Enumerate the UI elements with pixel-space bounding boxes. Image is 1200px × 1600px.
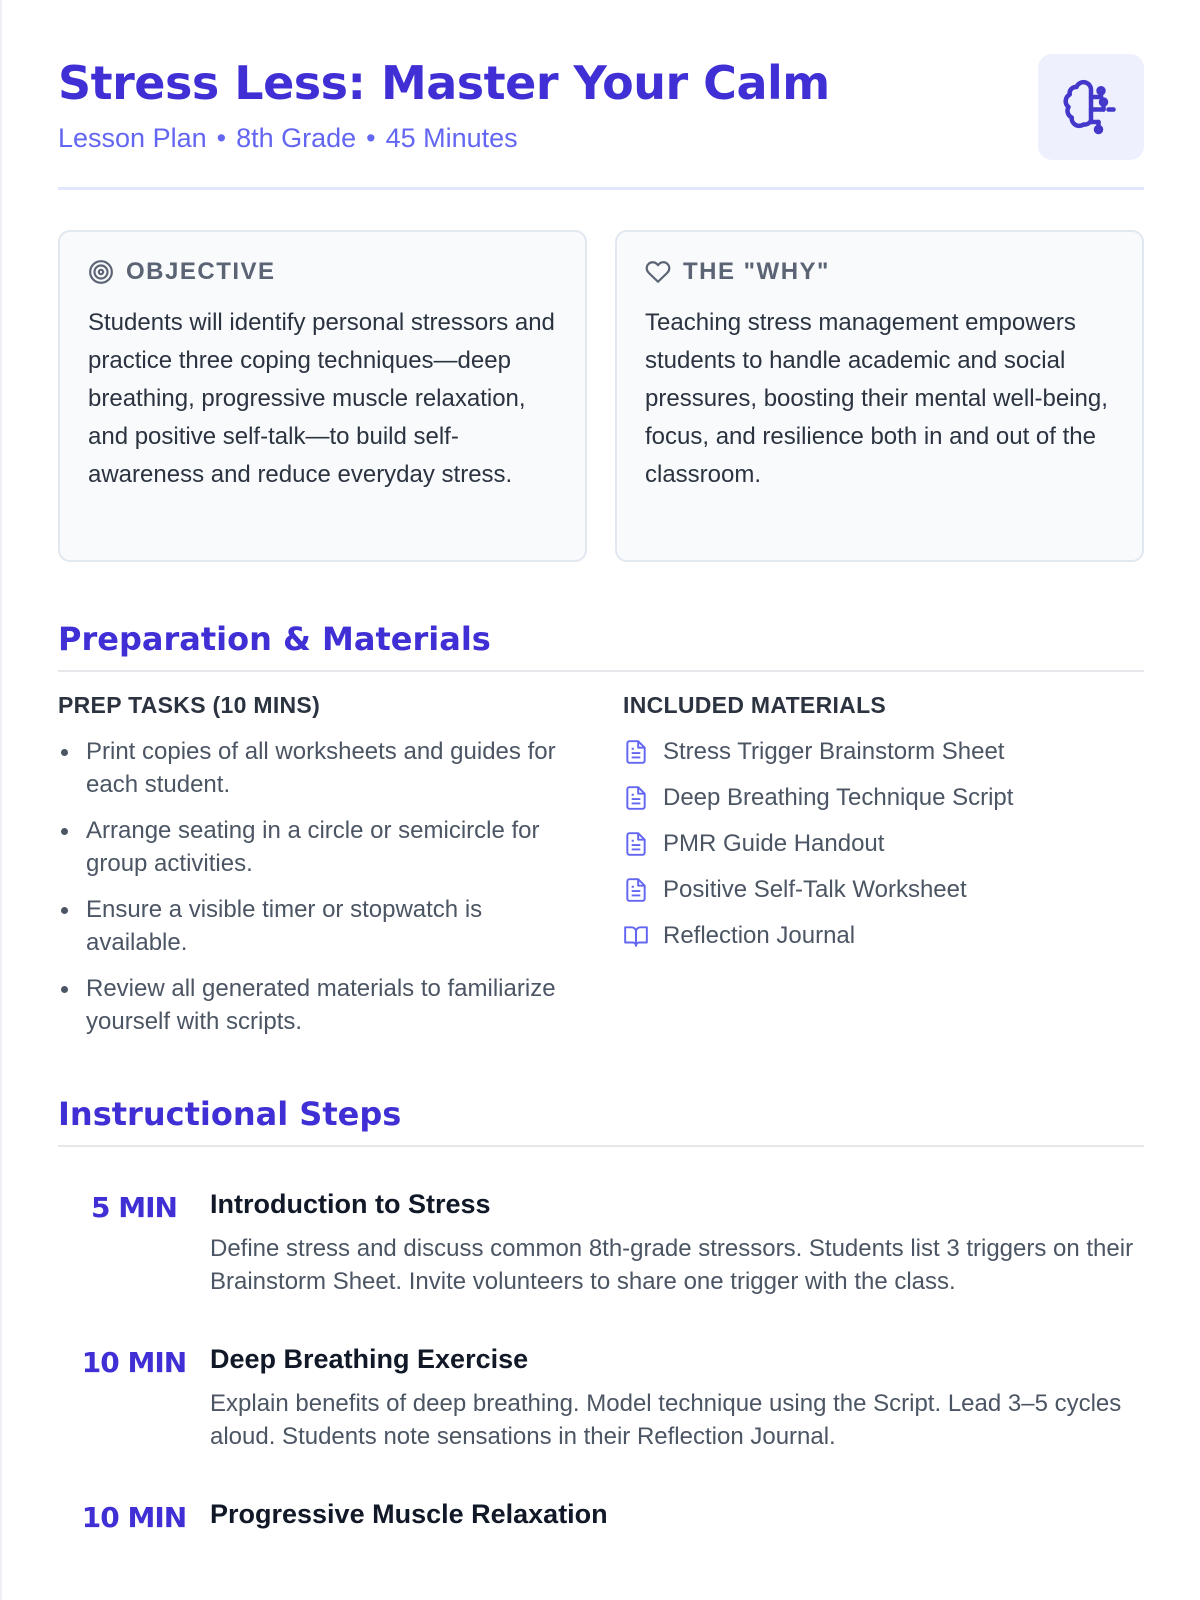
step-duration: 5 MIN	[91, 1191, 177, 1224]
preparation-columns	[58, 692, 1144, 1051]
logo-badge	[1038, 54, 1144, 160]
material-label: Reflection Journal	[663, 921, 856, 949]
header	[58, 0, 1144, 190]
why-text: Teaching stress management empowers students to handle academic and social pressures, boosting their mental well-being, focus, and resilience both in and out of the classroom.	[645, 309, 1108, 488]
step-title: Progressive Muscle Relaxation	[210, 1499, 608, 1529]
document-icon	[623, 739, 649, 765]
material-label: PMR Guide Handout	[663, 829, 885, 857]
material-item[interactable]	[623, 827, 1144, 860]
step-title: Introduction to Stress	[210, 1189, 491, 1219]
page-subtitle	[58, 123, 1144, 154]
material-item[interactable]	[623, 919, 1144, 952]
prep-task-item: Arrange seating in a circle or semicircle for group activities.	[58, 814, 579, 880]
step-content	[210, 1344, 1144, 1453]
heart-icon	[645, 259, 671, 285]
objective-heading-label: OBJECTIVE	[126, 258, 276, 285]
subtitle-duration: 45 Minutes	[385, 122, 518, 153]
prep-task-item: Ensure a visible timer or stopwatch is available.	[58, 893, 579, 959]
step-item	[58, 1499, 1144, 1534]
prep-task-item: Print copies of all worksheets and guides for each student.	[58, 735, 579, 801]
brain-icon	[1061, 77, 1121, 137]
subtitle-grade: 8th Grade	[236, 122, 357, 153]
why-card	[615, 230, 1144, 562]
step-item	[58, 1344, 1144, 1453]
material-item[interactable]	[623, 735, 1144, 768]
overview-cards	[58, 230, 1144, 562]
why-heading-label: THE "WHY"	[683, 258, 830, 285]
material-item[interactable]	[623, 781, 1144, 814]
book-open-icon	[623, 923, 649, 949]
document-icon	[623, 877, 649, 903]
page-title: Stress Less: Master Your Calm	[58, 56, 830, 110]
instructional-steps-title: Instructional Steps	[58, 1095, 1144, 1147]
preparation-title: Preparation & Materials	[58, 620, 1144, 672]
step-title: Deep Breathing Exercise	[210, 1344, 529, 1374]
subtitle-separator: •	[366, 122, 376, 153]
material-label: Deep Breathing Technique Script	[663, 783, 1014, 811]
step-duration: 10 MIN	[81, 1501, 187, 1534]
materials-column	[623, 692, 1144, 1051]
prep-task-item: Review all generated materials to familiarize yourself with scripts.	[58, 972, 579, 1038]
material-item[interactable]	[623, 873, 1144, 906]
prep-tasks-heading: PREP TASKS (10 MINS)	[58, 692, 321, 718]
objective-card	[58, 230, 587, 562]
step-item	[58, 1189, 1144, 1298]
subtitle-separator: •	[216, 122, 227, 153]
prep-tasks-column	[58, 692, 579, 1051]
document-icon	[623, 831, 649, 857]
why-heading	[645, 258, 1116, 286]
step-description: Explain benefits of deep breathing. Model technique using the Script. Lead 3–5 cycles aloud. Students note sensations in their Reflection Journal.	[210, 1390, 1122, 1450]
step-description: Define stress and discuss common 8th-grade stressors. Students list 3 triggers on their Brainstorm Sheet. Invite volunteers to share one trigger with the class.	[210, 1235, 1134, 1295]
material-label: Positive Self-Talk Worksheet	[663, 875, 967, 903]
objective-text: Students will identify personal stressors and practice three coping techniques—deep breathing, progressive muscle relaxation, and positive self-talk—to build self-awareness and reduce everyday stress.	[88, 309, 555, 488]
target-icon	[88, 259, 114, 285]
step-content	[210, 1189, 1144, 1298]
instructional-steps-section	[58, 1095, 1144, 1534]
document-icon	[623, 785, 649, 811]
objective-heading	[88, 258, 559, 286]
prep-task-list	[58, 735, 579, 1038]
preparation-section	[58, 620, 1144, 1051]
subtitle-type: Lesson Plan	[58, 122, 207, 153]
step-content	[210, 1499, 1144, 1534]
materials-heading: INCLUDED MATERIALS	[623, 692, 887, 718]
material-label: Stress Trigger Brainstorm Sheet	[663, 737, 1005, 765]
step-duration: 10 MIN	[81, 1346, 187, 1379]
